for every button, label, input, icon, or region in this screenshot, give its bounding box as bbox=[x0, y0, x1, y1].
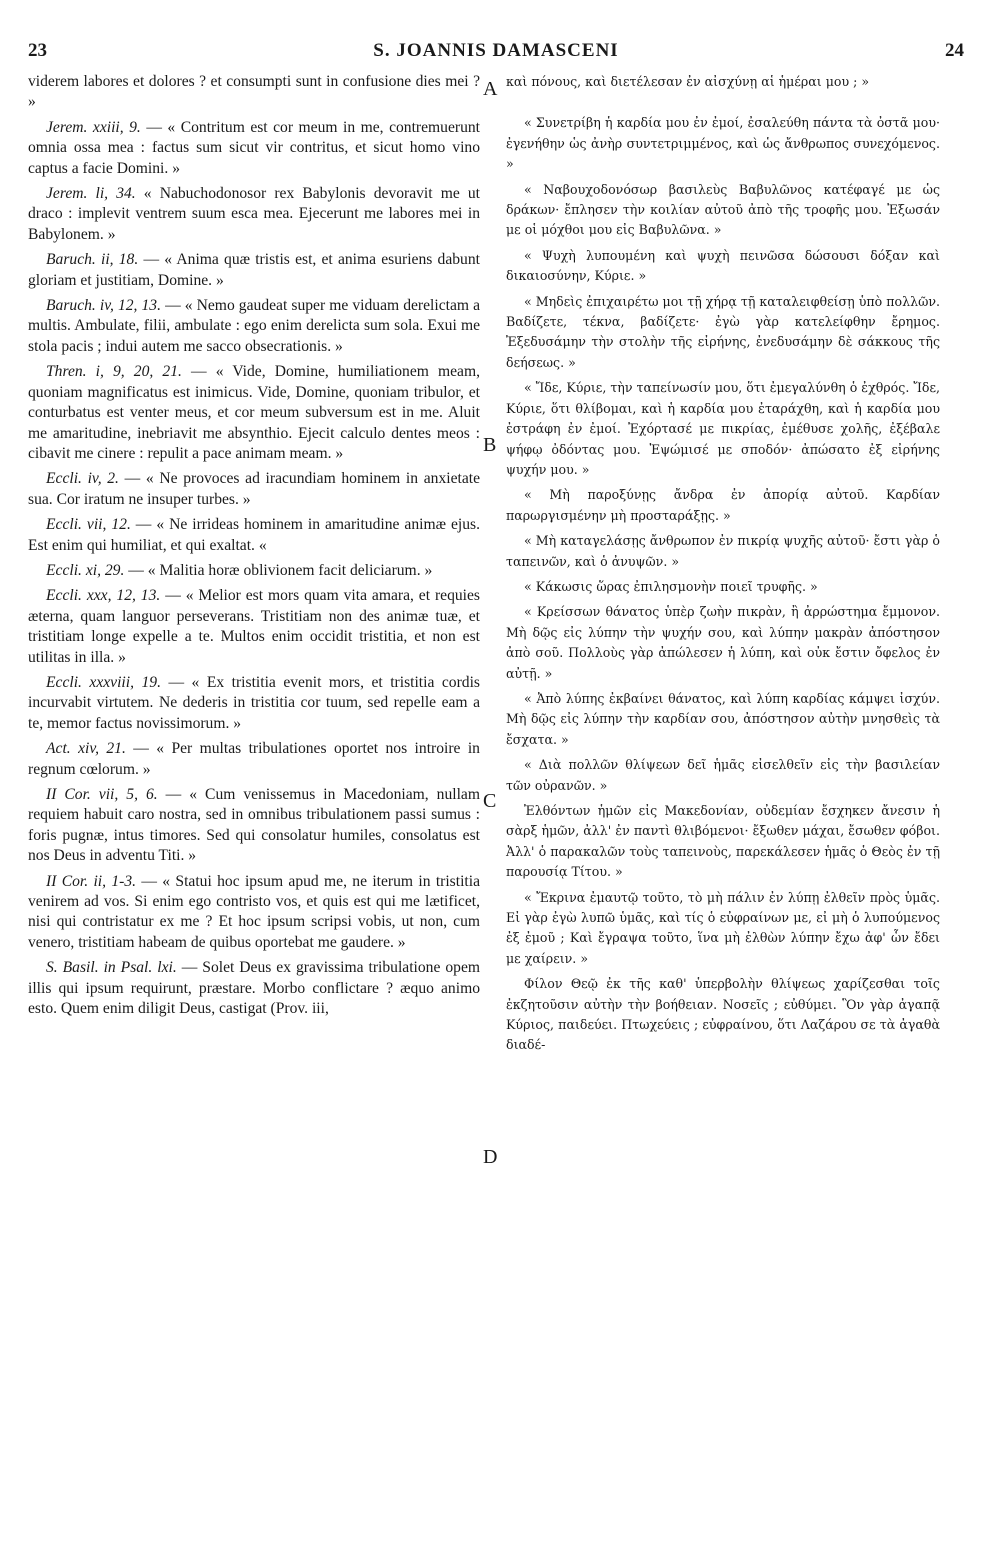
latin-paragraph bbox=[28, 72, 480, 113]
latin-paragraph bbox=[28, 673, 480, 734]
scripture-reference: II Cor. ii, 1-3. bbox=[46, 872, 137, 890]
latin-paragraph bbox=[28, 362, 480, 464]
latin-text: — « Anima quæ tristis est, et anima esuriens dabunt gloriam et justitiam, Domine. » bbox=[28, 251, 480, 289]
greek-paragraph: « Κρείσσων θάνατος ὑπὲρ ζωὴν πικρὰν, ἢ ἀρρώστημα ἔμμονον. Μὴ δῷς εἰς λύπην τὴν ψυχήν σου, καὶ λύπην μακρὰν ἀπόστησον ἀπὸ σοῦ. Πολλοὺς γὰρ ἀπώλεσεν ἡ λύπη, καὶ οὐκ ἔστιν ὄφελος ἐν αὐτῇ. » bbox=[506, 604, 940, 681]
scripture-reference: Thren. i, 9, 20, 21. bbox=[46, 363, 182, 381]
running-title: S. JOANNIS DAMASCENI bbox=[373, 40, 619, 61]
latin-paragraph bbox=[28, 586, 480, 668]
greek-paragraph: « Μὴ παροξύνῃς ἄνδρα ἐν ἀπορίᾳ αὐτοῦ. Καρδίαν παρωργισμένην μὴ προσταράξῃς. » bbox=[506, 487, 940, 523]
margin-marker-b: B bbox=[483, 434, 497, 456]
scripture-reference: Eccli. vii, 12. bbox=[46, 516, 131, 534]
margin-marker-a: A bbox=[483, 78, 498, 100]
latin-paragraph bbox=[28, 184, 480, 245]
latin-text: — « Vide, Domine, humiliationem meam, quoniam magnificatus est inimicus. Vide, Domine, quoniam tribulor, et conturbatus est venter meus, et cor meum subversum est in me. Aluit me amaritudine, inebriavit me absynthio. Ejecit calculo dentes meos : cibavit me cinere : repulit a pace animam meam. » bbox=[28, 363, 480, 462]
greek-paragraph: « Ἔκρινα ἐμαυτῷ τοῦτο, τὸ μὴ πάλιν ἐν λύπῃ ἐλθεῖν πρὸς ὑμᾶς. Εἰ γὰρ ἐγὼ λυπῶ ὑμᾶς, καὶ τίς ὁ εὐφραίνων με, εἰ μὴ ὁ λυπούμενος ἐξ ἐμοῦ ; Καὶ ἔγραψα τοῦτο, ἵνα μὴ ἐλθὼν λύπην ἔχω ἀφ' ὧν ἔδει με χαίρειν. » bbox=[506, 889, 940, 966]
latin-paragraph bbox=[28, 785, 480, 867]
latin-paragraph bbox=[28, 739, 480, 780]
scripture-reference: S. Basil. in Psal. lxi. bbox=[46, 959, 177, 977]
latin-paragraph bbox=[28, 118, 480, 179]
greek-paragraph: « Κάκωσις ὥρας ἐπιλησμονὴν ποιεῖ τρυφῆς. » bbox=[524, 578, 818, 594]
latin-text: — Solet Deus ex gravissima tribulatione opem illis qui ipsum requirunt, præstare. Morbo conflictare ? æquo animo esto. Quem enim diligit Deus, castigat (Prov. iii, bbox=[28, 959, 481, 1018]
latin-paragraph bbox=[28, 250, 480, 291]
scripture-reference: Jerem. xxiii, 9. bbox=[46, 118, 141, 136]
scripture-reference: Eccli. xxx, 12, 13. bbox=[46, 587, 161, 605]
greek-paragraph: « Συνετρίβη ἡ καρδία μου ἐν ἐμοί, ἐσαλεύθη πάντα τὰ ὀστᾶ μου· ἐγενήθην ὡς ἀνὴρ συντετριμμένος, καὶ ὡς ἄνθρωπος συνεχόμενος. » bbox=[506, 115, 940, 172]
greek-paragraph: « Ψυχὴ λυπουμένη καὶ ψυχὴ πεινῶσα δώσουσι δόξαν καὶ δικαιοσύνην, Κύριε. » bbox=[506, 247, 940, 284]
greek-paragraph: « Ναβουχοδονόσωρ βασιλεὺς Βαβυλῶνος κατέφαγέ με ὡς δράκων· ἔπλησεν τὴν κοιλίαν αὐτοῦ ἀπὸ τῆς τροφῆς μου. Ἐξωσάν με οἱ μόχθοι μου εἰς Βαβυλῶνα. » bbox=[506, 181, 940, 238]
margin-marker-d: D bbox=[483, 1146, 498, 1168]
latin-text: viderem labores et dolores ? et consumpti sunt in confusione dies mei ? » bbox=[28, 73, 480, 111]
latin-paragraph bbox=[28, 872, 480, 954]
latin-text: — « Cum venissemus in Macedoniam, nullam requiem habuit caro nostra, sed in omnibus tribulationem passi sumus : foris pugnæ, intus timores. Sed qui consolatur humiles, consolatus est nos Deus in adventu Titi. » bbox=[28, 786, 480, 865]
latin-paragraph bbox=[28, 469, 480, 510]
latin-text: — « Melior est mors quam vita amara, et requies æterna, quam languor perseverans. Tristitiam non des animæ tuæ, et tristitiam longe expelle a te. Multos enim occidit tristitia, et non est utilitas in illa. » bbox=[28, 587, 480, 666]
scripture-reference: Act. xiv, 21. bbox=[46, 740, 126, 758]
greek-paragraph: Φίλον Θεῷ ἐκ τῆς καθ' ὑπερβολὴν θλίψεως χαρίζεσθαι τοῖς ἐκζητοῦσιν αὐτὴν τὴν βοήθειαν. Νοσεῖς ; εὐθύμει. Ὃν γὰρ ἀγαπᾷ Κύριος, παιδεύει. Πτωχεύεις ; εὐφραίνου, ὅτι Λαζάρου σε τὰ ἀγαθὰ διαδέ- bbox=[506, 976, 940, 1053]
scripture-reference: II Cor. vii, 5, 6. bbox=[46, 786, 158, 803]
latin-column bbox=[28, 72, 480, 1024]
latin-paragraph bbox=[28, 561, 480, 581]
scripture-reference: Jerem. li, 34. bbox=[46, 185, 136, 203]
latin-text: — « Per multas tribulationes oportet nos introire in regnum cœlorum. » bbox=[28, 740, 480, 778]
latin-text: — « Malitia horæ oblivionem facit deliciarum. » bbox=[124, 561, 433, 579]
latin-text: « Nabuchodonosor rex Babylonis devoravit me ut draco : implevit ventrem suum esca mea. Ejecerunt me labores mei in Babylonem. » bbox=[28, 185, 480, 243]
greek-paragraph: καὶ πόνους, καὶ διετέλεσαν ἐν αἰσχύνῃ αἱ ἡμέραι μου ; » bbox=[506, 74, 870, 89]
latin-text: — « Statui hoc ipsum apud me, ne iterum in tristitia venirem ad vos. Si enim ego contristo vos, et quis est qui me lætificet, nisi qui contristatur ex me ? Et hoc ipsum scripsi vobis, ut non, cum venero, tristitiam habeam de quibus oportebat me gaudere. » bbox=[28, 872, 481, 951]
scripture-reference: Eccli. xi, 29. bbox=[46, 561, 125, 579]
margin-marker-c: C bbox=[483, 790, 497, 812]
latin-text: — « Contritum est cor meum in me, contremuerunt omnia ossa mea : factus sum sicut vir contritus, et sicut homo vino captus a facie Domini. » bbox=[28, 118, 480, 177]
greek-paragraph: « Ἴδε, Κύριε, τὴν ταπείνωσίν μου, ὅτι ἐμεγαλύνθη ὁ ἐχθρός. Ἴδε, Κύριε, ὅτι θλίβομαι, καὶ ἡ καρδία μου ἐταράχθη, καὶ ἡ καρδία μου ἐστράφη ἐν ἐμοί. Ἐχόρτασέ με πικρίας, ἐμέθυσε χολῆς, ἐξέβαλε ψήφῳ ὀδόντας μου. Ἐψώμισέ με σποδόν· ἀπώσατο ἐξ εἰρήνης ψυχήν μου. » bbox=[506, 380, 940, 477]
scripture-reference: Baruch. ii, 18. bbox=[46, 251, 139, 269]
greek-paragraph: « Μὴ καταγελάσῃς ἄνθρωπον ἐν πικρίᾳ ψυχῆς αὐτοῦ· ἔστι γὰρ ὁ ταπεινῶν, καὶ ὁ ἀνυψῶν. » bbox=[506, 533, 940, 569]
latin-text: — « Ne provoces ad iracundiam hominem in anxietate sua. Cor iratum ne insuper turbes. » bbox=[28, 470, 481, 508]
page-number-right: 24 bbox=[945, 40, 964, 61]
latin-text: — « Ne irrideas hominem in amaritudine animæ ejus. Est enim qui humiliat, et qui exaltat. « bbox=[28, 516, 480, 554]
page-number-left: 23 bbox=[28, 40, 47, 61]
scripture-reference: Eccli. iv, 2. bbox=[46, 470, 119, 488]
latin-paragraph bbox=[28, 515, 480, 556]
scripture-reference: Baruch. iv, 12, 13. bbox=[46, 297, 162, 315]
latin-paragraph bbox=[28, 296, 480, 357]
greek-paragraph: « Μηδεὶς ἐπιχαιρέτω μοι τῇ χήρᾳ τῇ καταλειφθείσῃ ὑπὸ πολλῶν. Βαδίζετε, τέκνα, βαδίζετε· ἐγὼ γὰρ κατελείφθην ἔρημος. Ἐξεδυσάμην τὴν στολὴν τῆς εἰρήνης, ἐνεδυσάμην δὲ σάκκους τῆς δεήσεως. » bbox=[506, 293, 940, 370]
running-header bbox=[28, 40, 964, 68]
scripture-reference: Eccli. xxxviii, 19. bbox=[46, 673, 161, 691]
latin-text: — « Ex tristitia evenit mors, et tristitia cordis incurvabit virtutem. Ne dederis in tristitia cor tuum, sed repelle eam a te, memor factus novissimorum. » bbox=[28, 673, 480, 732]
greek-paragraph: « Διὰ πολλῶν θλίψεων δεῖ ἡμᾶς εἰσελθεῖν εἰς τὴν βασιλείαν τῶν οὐρανῶν. » bbox=[506, 757, 940, 793]
greek-paragraph: « Ἀπὸ λύπης ἐκβαίνει θάνατος, καὶ λύπη καρδίας κάμψει ἰσχύν. Μὴ δῷς εἰς λύπην τὴν καρδίαν σου, ἀπόστησον αὐτὴν μνησθεὶς τὰ ἔσχατα. » bbox=[506, 690, 940, 747]
latin-text: — « Nemo gaudeat super me viduam derelictam a multis. Ambulate, filii, ambulate : ego enim derelicta sum sola. Exui me stola pacis ; indui autem me sacco obsecrationis. » bbox=[28, 297, 480, 355]
greek-column bbox=[506, 72, 940, 1061]
greek-paragraph: Ἐλθόντων ἡμῶν εἰς Μακεδονίαν, οὐδεμίαν ἔσχηκεν ἄνεσιν ἡ σὰρξ ἡμῶν, ἀλλ' ἐν παντὶ θλιβόμενοι· ἔξωθεν μάχαι, ἔσωθεν φόβοι. Ἀλλ' ὁ παρακαλῶν τοὺς ταπεινοὺς, παρεκάλεσεν ἡμᾶς ὁ Θεὸς ἐν τῇ παρουσίᾳ Τίτου. » bbox=[506, 803, 940, 880]
latin-paragraph bbox=[28, 958, 480, 1019]
